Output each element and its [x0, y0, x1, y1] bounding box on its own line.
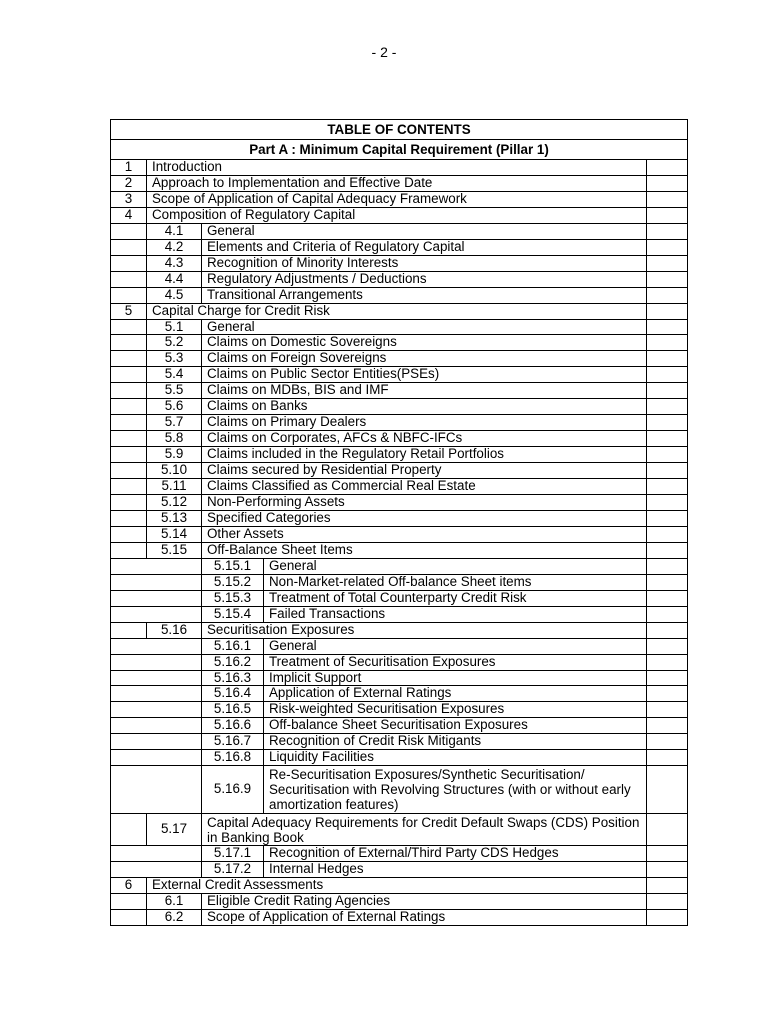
toc-empty-cell [111, 223, 147, 239]
toc-subsection-number: 5.1 [147, 319, 202, 335]
toc-page-cell [647, 367, 688, 383]
toc-subsection-title: Regulatory Adjustments / Deductions [202, 271, 647, 287]
toc-subsubsection-number: 5.17.2 [202, 861, 264, 877]
toc-section-title: Composition of Regulatory Capital [147, 207, 647, 223]
toc-subsection-title: Recognition of Minority Interests [202, 255, 647, 271]
toc-row [111, 750, 688, 766]
toc-subsubsection-title: Treatment of Total Counterparty Credit Risk [264, 590, 647, 606]
toc-page-cell [647, 207, 688, 223]
toc-subsection-title: Claims secured by Residential Property [202, 463, 647, 479]
toc-subsection-title: Claims on Public Sector Entities(PSEs) [202, 367, 647, 383]
toc-page-cell [647, 223, 688, 239]
toc-row [111, 351, 688, 367]
toc-row [111, 160, 688, 176]
toc-subsection-number: 5.10 [147, 463, 202, 479]
toc-row [111, 447, 688, 463]
toc-empty-cell [111, 255, 147, 271]
toc-section-number: 6 [111, 877, 147, 893]
toc-subsection-title: Claims Classified as Commercial Real Estate [202, 479, 647, 495]
toc-subsection-title: Claims on Corporates, AFCs & NBFC-IFCs [202, 431, 647, 447]
toc-page-cell [647, 638, 688, 654]
toc-subsubsection-title: General [264, 558, 647, 574]
toc-subsection-title: Claims on Banks [202, 399, 647, 415]
toc-page-cell [647, 447, 688, 463]
toc-part-heading: Part A : Minimum Capital Requirement (Pillar 1) [111, 140, 688, 160]
toc-title-row [111, 120, 688, 140]
toc-row [111, 431, 688, 447]
toc-empty-cell [111, 526, 147, 542]
toc-row [111, 670, 688, 686]
toc-row [111, 415, 688, 431]
toc-subsubsection-title: Application of External Ratings [264, 686, 647, 702]
toc-row [111, 335, 688, 351]
toc-subsection-number: 6.2 [147, 909, 202, 925]
toc-subsubsection-title: Treatment of Securitisation Exposures [264, 654, 647, 670]
toc-empty-cell [111, 654, 202, 670]
toc-subsection-number: 5.6 [147, 399, 202, 415]
toc-subsection-number: 5.14 [147, 526, 202, 542]
toc-empty-cell [111, 638, 202, 654]
toc-empty-cell [111, 463, 147, 479]
toc-title: TABLE OF CONTENTS [111, 120, 688, 140]
toc-row [111, 638, 688, 654]
toc-page-cell [647, 670, 688, 686]
toc-page-cell [647, 590, 688, 606]
toc-subsection-title: Specified Categories [202, 510, 647, 526]
toc-row [111, 654, 688, 670]
toc-empty-cell [111, 558, 202, 574]
toc-page-cell [647, 239, 688, 255]
toc-part-row [111, 140, 688, 160]
toc-subsection-title: Other Assets [202, 526, 647, 542]
toc-row [111, 766, 688, 814]
toc-empty-cell [111, 670, 202, 686]
toc-page-cell [647, 686, 688, 702]
toc-subsubsection-number: 5.16.5 [202, 702, 264, 718]
toc-empty-cell [111, 686, 202, 702]
toc-subsubsection-title: Re-Securitisation Exposures/Synthetic Securitisation/ Securitisation with Revolving Structures (with or without early amortization features) [264, 766, 647, 814]
toc-page-cell [647, 702, 688, 718]
toc-subsection-number: 5.2 [147, 335, 202, 351]
toc-subsubsection-number: 5.16.6 [202, 718, 264, 734]
toc-subsubsection-number: 5.16.1 [202, 638, 264, 654]
toc-page-cell [647, 574, 688, 590]
toc-page-cell [647, 606, 688, 622]
toc-section-title: Capital Charge for Credit Risk [147, 303, 647, 319]
toc-subsection-title: Claims on Domestic Sovereigns [202, 335, 647, 351]
toc-subsection-title: Elements and Criteria of Regulatory Capital [202, 239, 647, 255]
toc-empty-cell [111, 415, 147, 431]
toc-subsection-number: 5.3 [147, 351, 202, 367]
toc-page-cell [647, 510, 688, 526]
toc-subsection-number: 5.9 [147, 447, 202, 463]
toc-page-cell [647, 542, 688, 558]
toc-empty-cell [111, 367, 147, 383]
toc-page-cell [647, 319, 688, 335]
toc-subsection-number: 5.13 [147, 510, 202, 526]
toc-subsection-title: Scope of Application of External Ratings [202, 909, 647, 925]
toc-row [111, 223, 688, 239]
toc-empty-cell [111, 718, 202, 734]
toc-subsubsection-number: 5.15.4 [202, 606, 264, 622]
toc-page-cell [647, 622, 688, 638]
toc-subsection-number: 5.11 [147, 479, 202, 495]
toc-page-cell [647, 383, 688, 399]
toc-subsubsection-number: 5.15.3 [202, 590, 264, 606]
toc-subsubsection-title: Off-balance Sheet Securitisation Exposures [264, 718, 647, 734]
toc-subsection-number: 4.5 [147, 287, 202, 303]
toc-subsubsection-title: Non-Market-related Off-balance Sheet items [264, 574, 647, 590]
toc-subsection-title: Claims on Foreign Sovereigns [202, 351, 647, 367]
toc-subsection-number: 4.2 [147, 239, 202, 255]
toc-row [111, 686, 688, 702]
toc-empty-cell [111, 383, 147, 399]
toc-row [111, 558, 688, 574]
toc-subsection-number: 4.1 [147, 223, 202, 239]
toc-subsubsection-title: Implicit Support [264, 670, 647, 686]
toc-empty-cell [111, 909, 147, 925]
toc-empty-cell [111, 893, 147, 909]
toc-row [111, 622, 688, 638]
toc-row [111, 383, 688, 399]
toc-page-cell [647, 399, 688, 415]
toc-row [111, 239, 688, 255]
toc-page-cell [647, 255, 688, 271]
toc-section-title: Approach to Implementation and Effective Date [147, 175, 647, 191]
toc-row [111, 542, 688, 558]
toc-page-cell [647, 750, 688, 766]
toc-empty-cell [111, 479, 147, 495]
toc-page-cell [647, 526, 688, 542]
table-of-contents [110, 119, 688, 926]
toc-row [111, 319, 688, 335]
toc-subsubsection-number: 5.17.1 [202, 845, 264, 861]
toc-page-cell [647, 861, 688, 877]
toc-page-cell [647, 431, 688, 447]
toc-subsection-number: 5.17 [147, 814, 202, 846]
toc-subsection-title: General [202, 319, 647, 335]
toc-subsection-title: General [202, 223, 647, 239]
toc-row [111, 367, 688, 383]
toc-row [111, 574, 688, 590]
toc-empty-cell [111, 510, 147, 526]
toc-empty-cell [111, 495, 147, 511]
toc-empty-cell [111, 431, 147, 447]
toc-section-number: 3 [111, 191, 147, 207]
toc-row [111, 702, 688, 718]
toc-empty-cell [111, 319, 147, 335]
toc-empty-cell [111, 335, 147, 351]
toc-row [111, 861, 688, 877]
toc-empty-cell [111, 750, 202, 766]
toc-empty-cell [111, 447, 147, 463]
toc-subsubsection-title: Risk-weighted Securitisation Exposures [264, 702, 647, 718]
toc-subsection-number: 5.4 [147, 367, 202, 383]
toc-row [111, 909, 688, 925]
toc-subsubsection-number: 5.16.9 [202, 766, 264, 814]
toc-subsection-title: Claims on Primary Dealers [202, 415, 647, 431]
toc-empty-cell [111, 622, 147, 638]
toc-row [111, 287, 688, 303]
toc-subsection-title: Off-Balance Sheet Items [202, 542, 647, 558]
toc-row [111, 479, 688, 495]
toc-subsection-title: Non-Performing Assets [202, 495, 647, 511]
toc-row [111, 526, 688, 542]
toc-page-cell [647, 191, 688, 207]
toc-page-cell [647, 734, 688, 750]
toc-empty-cell [111, 734, 202, 750]
toc-row [111, 175, 688, 191]
toc-page-cell [647, 909, 688, 925]
toc-section-number: 2 [111, 175, 147, 191]
toc-subsection-number: 5.5 [147, 383, 202, 399]
toc-page-cell [647, 495, 688, 511]
toc-row [111, 845, 688, 861]
toc-empty-cell [111, 845, 202, 861]
toc-subsection-number: 5.8 [147, 431, 202, 447]
page-number: - 2 - [371, 44, 397, 60]
toc-row [111, 191, 688, 207]
toc-row [111, 399, 688, 415]
toc-page-cell [647, 415, 688, 431]
toc-empty-cell [111, 239, 147, 255]
toc-empty-cell [111, 861, 202, 877]
toc-page-cell [647, 335, 688, 351]
toc-empty-cell [111, 606, 202, 622]
toc-empty-cell [111, 271, 147, 287]
toc-subsubsection-title: Failed Transactions [264, 606, 647, 622]
toc-subsubsection-number: 5.16.8 [202, 750, 264, 766]
toc-page-cell [647, 845, 688, 861]
toc-subsubsection-title: Liquidity Facilities [264, 750, 647, 766]
toc-section-number: 4 [111, 207, 147, 223]
toc-row [111, 814, 688, 846]
toc-row [111, 303, 688, 319]
toc-empty-cell [111, 287, 147, 303]
toc-row [111, 734, 688, 750]
toc-subsection-number: 4.3 [147, 255, 202, 271]
toc-subsubsection-number: 5.16.4 [202, 686, 264, 702]
toc-subsubsection-title: Recognition of Credit Risk Mitigants [264, 734, 647, 750]
toc-page-cell [647, 877, 688, 893]
toc-page-cell [647, 160, 688, 176]
toc-row [111, 590, 688, 606]
toc-subsection-number: 5.12 [147, 495, 202, 511]
toc-page-cell [647, 718, 688, 734]
toc-page-cell [647, 479, 688, 495]
toc-page-cell [647, 654, 688, 670]
toc-subsection-title: Eligible Credit Rating Agencies [202, 893, 647, 909]
toc-row [111, 606, 688, 622]
toc-row [111, 718, 688, 734]
toc-page-cell [647, 175, 688, 191]
toc-subsubsection-number: 5.15.1 [202, 558, 264, 574]
toc-subsection-number: 5.16 [147, 622, 202, 638]
toc-section-number: 5 [111, 303, 147, 319]
toc-empty-cell [111, 574, 202, 590]
toc-subsection-title: Securitisation Exposures [202, 622, 647, 638]
toc-subsection-title: Claims on MDBs, BIS and IMF [202, 383, 647, 399]
toc-subsection-number: 6.1 [147, 893, 202, 909]
toc-section-title: Introduction [147, 160, 647, 176]
toc-row [111, 255, 688, 271]
toc-subsection-title: Capital Adequacy Requirements for Credit Default Swaps (CDS) Position in Banking Book [202, 814, 647, 846]
toc-empty-cell [111, 542, 147, 558]
toc-row [111, 510, 688, 526]
toc-section-title: External Credit Assessments [147, 877, 647, 893]
toc-empty-cell [111, 399, 147, 415]
toc-row [111, 271, 688, 287]
toc-empty-cell [111, 351, 147, 367]
toc-page-cell [647, 351, 688, 367]
toc-subsection-number: 4.4 [147, 271, 202, 287]
toc-section-number: 1 [111, 160, 147, 176]
toc-empty-cell [111, 766, 202, 814]
toc-subsubsection-number: 5.16.2 [202, 654, 264, 670]
toc-subsection-title: Claims included in the Regulatory Retail Portfolios [202, 447, 647, 463]
toc-page-cell [647, 303, 688, 319]
toc-subsection-title: Transitional Arrangements [202, 287, 647, 303]
toc-subsubsection-title: Internal Hedges [264, 861, 647, 877]
toc-section-title: Scope of Application of Capital Adequacy Framework [147, 191, 647, 207]
toc-empty-cell [111, 590, 202, 606]
toc-empty-cell [111, 814, 147, 846]
toc-page-cell [647, 287, 688, 303]
toc-subsubsection-number: 5.16.3 [202, 670, 264, 686]
toc-row [111, 463, 688, 479]
toc-row [111, 495, 688, 511]
toc-subsection-number: 5.7 [147, 415, 202, 431]
toc-page-cell [647, 463, 688, 479]
toc-empty-cell [111, 702, 202, 718]
toc-page-cell [647, 766, 688, 814]
toc-page-cell [647, 893, 688, 909]
toc-page-cell [647, 558, 688, 574]
toc-subsubsection-number: 5.15.2 [202, 574, 264, 590]
toc-row [111, 877, 688, 893]
toc-subsubsection-title: Recognition of External/Third Party CDS Hedges [264, 845, 647, 861]
toc-subsubsection-number: 5.16.7 [202, 734, 264, 750]
toc-row [111, 207, 688, 223]
toc-subsubsection-title: General [264, 638, 647, 654]
toc-page-cell [647, 271, 688, 287]
toc-subsection-number: 5.15 [147, 542, 202, 558]
toc-row [111, 893, 688, 909]
toc-page-cell [647, 814, 688, 846]
